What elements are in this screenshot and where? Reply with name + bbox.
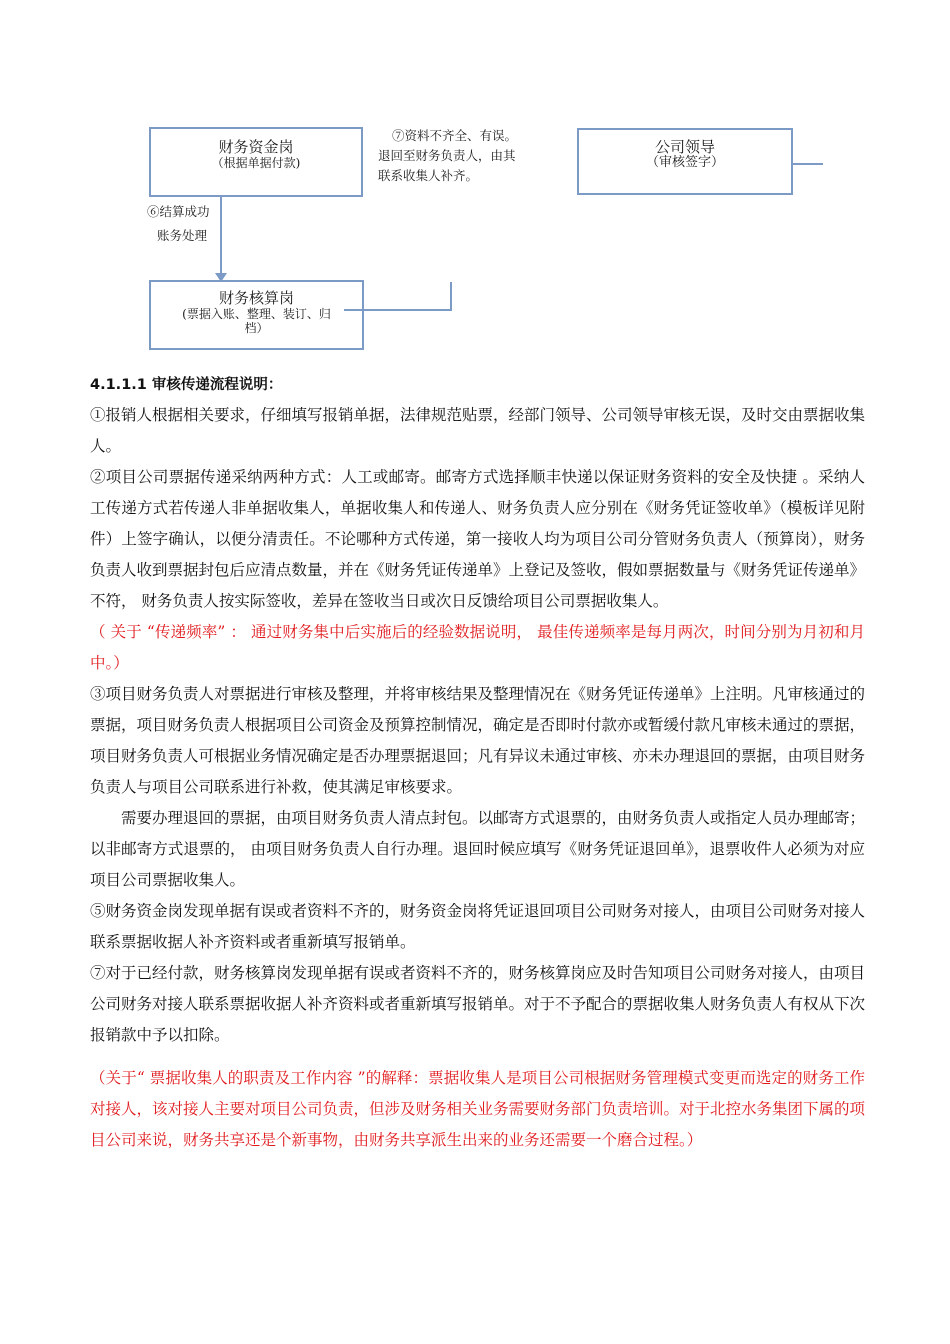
review-process-section [90,374,865,1156]
note-return [378,126,517,186]
box-company-leader [577,128,793,195]
red-note-collector-duties: （关于“ 票据收集人的职责及工作内容 ”的解释：票据收集人是项目公司根据财务管理模式变更而选定的财务工作对接人，该对接人主要对项目公司负责，但涉及财务相关业务需要财务部门负责培训。对于北控水务集团下属的项目公司来说，财务共享还是个新事物，由财务共享派生出来的业务还需要一个磨合过程。） [90,1069,866,1149]
box-leader-title: 公司领导 [654,138,715,156]
paragraph-step-5: ⑤财务资金岗发现单据有误或者资料不齐的，财务资金岗将凭证退回项目公司财务对接人，由项目公司财务对接人联系票据收据人补齐资料或者重新填写报销单。 [90,902,866,951]
box-capital-post [149,127,363,197]
box-capital-subtitle: （根据单据付款) [211,156,301,170]
red-note-frequency: （ 关于 “传递频率” ： 通过财务集中后实施后的经验数据说明， 最佳传递频率是每月两次，时间分别为月初和月中。） [90,623,865,672]
box-accounting-post [149,280,364,350]
note-settlement-line2: 账务处理 [157,228,208,243]
arrow-line-down [220,197,222,275]
connector-accounting-v [450,282,452,311]
section-heading: 4.1.1.1 审核传递流程说明： [90,377,283,393]
paragraph-step-3: ③项目财务负责人对票据进行审核及整理，并将审核结果及整理情况在《财务凭证传递单》上注明。凡审核通过的票据，项目财务负责人根据项目公司资金及预算控制情况，确定是否即时付款亦或暂缓付款凡审核未通过的票据，项目财务负责人可根据业务情况确定是否办理票据退回；凡有异议未通过审核、亦未办理退回的票据，由项目财务负责人与项目公司联系进行补救，使其满足审核要求。 [90,685,866,796]
connector-accounting-h [344,309,452,311]
box-accounting-title: 财务核算岗 [218,289,294,307]
paragraph-step-2: ②项目公司票据传递采纳两种方式：人工或邮寄。邮寄方式选择顺丰快递以保证财务资料的安全及快捷 。采纳人工传递方式若传递人非单据收集人，单据收集人和传递人、财务负责人应分别在《财务凭证签收单》（模板详见附件）上签字确认，以便分清责任。不论哪种方式传递，第一接收人均为项目公司分管财务负责人（预算岗），财务负责人收到票据封包后应清点数量，并在《财务凭证传递单》上登记及签收，假如票据数量与《财务凭证传递单》不符， 财务负责人按实际签收，差异在签收当日或次日反馈给项目公司票据收集人。 [90,468,866,610]
connector-leader-right [793,163,823,165]
note-settlement-line1: ⑥结算成功 [147,204,210,219]
paragraph-step-7: ⑦对于已经付款，财务核算岗发现单据有误或者资料不齐的，财务核算岗应及时告知项目公司财务对接人，由项目公司财务对接人联系票据收据人补齐资料或者重新填写报销单。对于不予配合的票据收集人财务负责人有权从下次报销款中予以扣除。 [90,964,866,1044]
box-accounting-subtitle-2: 档） [244,321,269,335]
paragraph-step-1: ①报销人根据相关要求，仔细填写报销单据，法律规范贴票，经部门领导、公司领导审核无误，及时交由票据收集人。 [90,406,866,455]
flowchart [0,0,950,360]
note-settlement [147,202,210,246]
paragraph-return-procedure: 需要办理退回的票据，由项目财务负责人清点封包。以邮寄方式退票的，由财务负责人或指定人员办理邮寄；以非邮寄方式退票的， 由项目财务负责人自行办理。退回时候应填写《财务凭证退回单》，退票收件人必须为对应项目公司票据收集人。 [90,809,866,889]
box-accounting-subtitle-1: (票据入账、整理、装订、归 [182,307,331,321]
box-leader-subtitle: （审核签字） [645,155,724,170]
note-return-line1: ⑦资料不齐全、有误。 [392,128,518,143]
spacer [90,1051,865,1063]
note-return-line3: 联系收集人补齐。 [378,168,479,183]
note-return-line2: 退回至财务负责人，由其 [378,148,516,163]
box-capital-title: 财务资金岗 [218,138,294,156]
